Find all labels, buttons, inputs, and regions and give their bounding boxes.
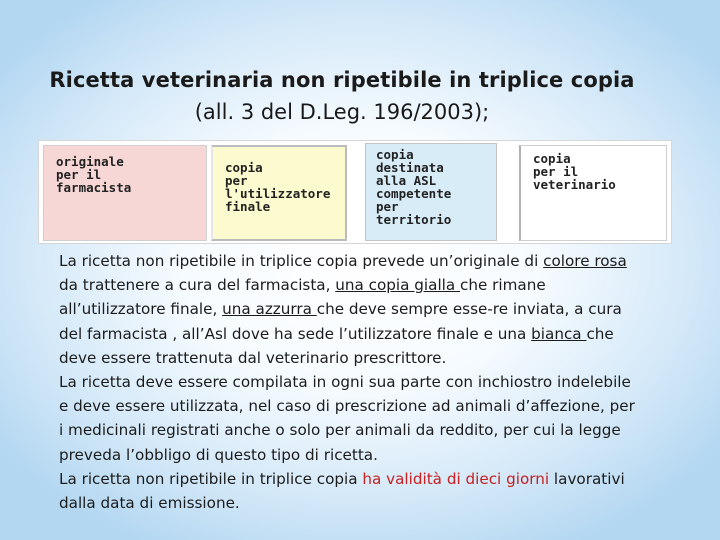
p3-text-2: lavorativi dalla data di emissione. [59,469,625,513]
p1-underline-blue: una azzurra [222,300,317,319]
copy-card-blue: copia destinata alla ASL competente per territorio [365,143,497,241]
p1-underline-pink: colore rosa [543,252,627,270]
slide-title [0,64,684,128]
copy-card-white: copia per il veterinario [519,145,667,241]
copy-card-yellow: copia per l'utilizzatore finale [211,145,347,241]
p1-text-1: La ricetta non ripetibile in triplice copia prevede un’originale di [59,252,544,270]
paragraph-2: La ricetta deve essere compilata in ogni sua parte con inchiostro indelebile e deve essere utilizzata, nel caso di prescrizione ad animali d’affezione, per i medicinali registrati anche o solo per animali da reddito, per cui la legge preveda l’obbligo di questo tipo di ricetta. [59,373,635,464]
p1-text-4: che deve sempre esse-re inviata, a cura del farmacista , all’Asl dove ha sede l’utilizzatore finale e una [59,300,622,343]
p3-validity-highlight: ha validità di dieci giorni [362,469,550,488]
copy-card-pink: originale per il farmacista [43,145,207,241]
p1-text-3: che rimane all’utilizzatore finale, [59,276,546,319]
p1-text-2: da trattenere a cura del farmacista, [59,276,336,295]
title-line-1: Ricetta veterinaria non ripetibile in triplice copia [49,68,635,92]
p1-text-5: che deve essere trattenuta dal veterinario prescrittore. [59,324,614,367]
body-text [59,249,639,515]
title-line-2: (all. 3 del D.Leg. 196/2003); [194,100,490,124]
p1-underline-white: bianca [531,324,587,343]
p1-underline-yellow: una copia gialla [335,276,461,295]
prescription-copies-image [38,140,672,244]
p3-text-1: La ricetta non ripetibile in triplice copia [59,469,363,488]
